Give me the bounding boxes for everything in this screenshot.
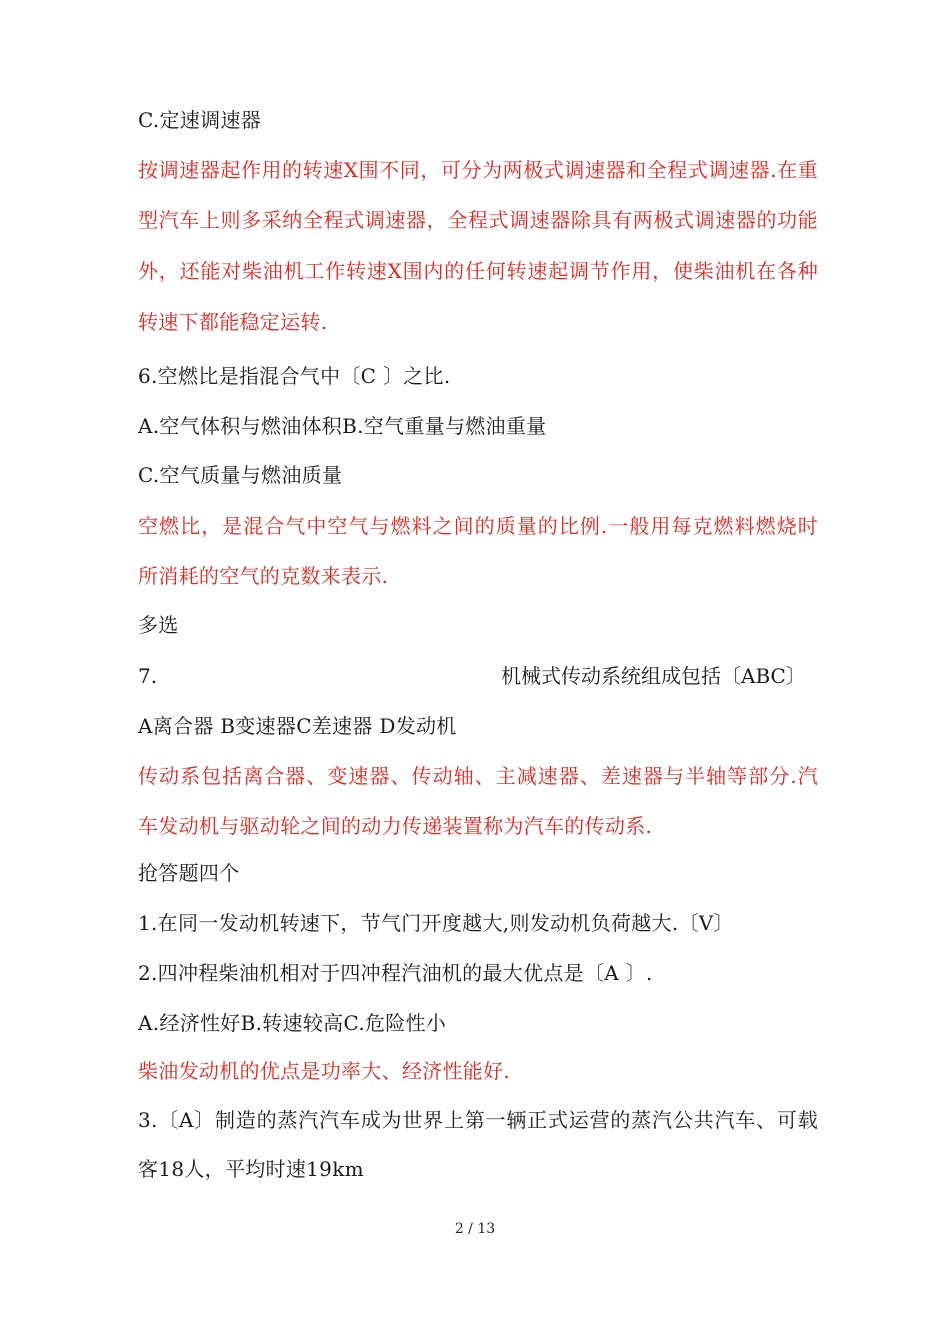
section-multiple-choice: 多选 xyxy=(138,613,179,637)
explanation-drivetrain-line-1: 传动系包括离合器、变速器、传动轴、主减速器、差速器与半轴等部分.汽 xyxy=(138,764,818,788)
explanation-air-fuel-line-2: 所消耗的空气的克数来表示. xyxy=(138,564,389,588)
explanation-governor-line-1: 按调速器起作用的转速X围不同，可分为两极式调速器和全程式调速器.在重 xyxy=(138,158,818,182)
question-7-options: A离合器 B变速器C差速器 D发动机 xyxy=(138,714,457,738)
explanation-air-fuel-line-1: 空燃比，是混合气中空气与燃料之间的质量的比例.一般用每克燃料燃烧时 xyxy=(138,514,818,538)
question-6-options-ab: A.空气体积与燃油体积B.空气重量与燃油重量 xyxy=(138,414,547,438)
option-c-constant-speed-governor: C.定速调速器 xyxy=(138,108,262,132)
quick-question-3-line-1: 3.〔A〕制造的蒸汽汽车成为世界上第一辆正式运营的蒸汽公共汽车、可载 xyxy=(138,1108,818,1132)
quick-question-2-options: A.经济性好B.转速较高C.危险性小 xyxy=(138,1011,447,1035)
page-number: 2 / 13 xyxy=(454,1221,496,1237)
question-7-text: 机械式传动系统组成包括〔ABC〕 xyxy=(501,664,806,688)
quick-question-1: 1.在同一发动机转速下，节气门开度越大,则发动机负荷越大.〔V〕 xyxy=(138,911,734,935)
explanation-governor-line-4: 转速下都能稳定运转. xyxy=(138,310,328,334)
question-6: 6.空燃比是指混合气中〔C 〕之比. xyxy=(138,364,451,388)
quick-question-3-line-2: 客18人，平均时速19km xyxy=(138,1157,364,1181)
question-6-option-c: C.空气质量与燃油质量 xyxy=(138,463,343,487)
explanation-drivetrain-line-2: 车发动机与驱动轮之间的动力传递装置称为汽车的传动系. xyxy=(138,814,653,838)
section-quick-answer: 抢答题四个 xyxy=(138,861,240,885)
explanation-diesel: 柴油发动机的优点是功率大、经济性能好. xyxy=(138,1059,511,1083)
question-7-number: 7. xyxy=(138,664,158,688)
explanation-governor-line-2: 型汽车上则多采纳全程式调速器，全程式调速器除具有两极式调速器的功能 xyxy=(138,208,818,232)
quick-question-2: 2.四冲程柴油机相对于四冲程汽油机的最大优点是〔A 〕. xyxy=(138,961,653,985)
explanation-governor-line-3: 外，还能对柴油机工作转速X围内的任何转速起调节作用，使柴油机在各种 xyxy=(138,259,818,283)
